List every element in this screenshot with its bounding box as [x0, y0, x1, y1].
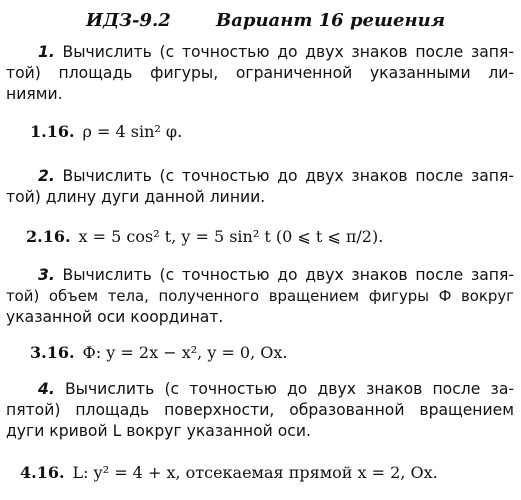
task-1-formula — [30, 122, 182, 141]
variant-title: Вариант 16 решения — [216, 10, 446, 31]
task-text-line: Вычислить (с точностью до двух знаков после запя- — [54, 266, 514, 284]
task-text-line: ниями. — [6, 85, 63, 103]
task-text-line: той) длину дуги данной линии. — [6, 188, 266, 206]
task-text-line: указанной оси координат. — [6, 308, 224, 326]
task-2-statement — [6, 166, 514, 208]
formula-text: ρ = 4 sin² φ. — [82, 122, 183, 141]
task-1-statement — [6, 42, 514, 105]
task-text-line: Вычислить (с точностью до двух знаков после запя- — [54, 43, 514, 61]
task-3-formula — [30, 343, 288, 362]
formula-text: x = 5 cos² t, y = 5 sin² t (0 ⩽ t ⩽ π/2). — [78, 227, 384, 246]
task-number: 4. — [38, 380, 55, 398]
task-text-line: той) объем тела, полученного вращением фигуры Ф вокруг — [6, 287, 514, 305]
task-text-line: пятой) площадь поверхности, образованной вращением — [6, 401, 514, 419]
task-number: 1. — [38, 43, 55, 61]
formula-text: L: y² = 4 + x, отсекаемая прямой x = 2, Ox. — [72, 463, 438, 482]
task-text-line: Вычислить (с точностью до двух знаков после за- — [54, 380, 514, 398]
task-text-line: дуги кривой L вокруг указанной оси. — [6, 422, 311, 440]
task-2-formula — [26, 227, 383, 246]
task-number: 2. — [38, 167, 55, 185]
document-header — [0, 10, 521, 34]
formula-id: 4.16. — [20, 463, 65, 482]
task-3-statement — [6, 265, 514, 328]
task-4-statement — [6, 379, 514, 442]
task-number: 3. — [38, 266, 55, 284]
assignment-code: ИДЗ-9.2 — [86, 10, 171, 31]
formula-text: Ф: y = 2x − x², y = 0, Ox. — [82, 343, 288, 362]
task-text-line: той) площадь фигуры, ограниченной указанными ли- — [6, 64, 514, 82]
task-4-formula — [20, 463, 438, 482]
formula-id: 2.16. — [26, 227, 71, 246]
formula-id: 3.16. — [30, 343, 75, 362]
formula-id: 1.16. — [30, 122, 75, 141]
task-text-line: Вычислить (с точностью до двух знаков после запя- — [54, 167, 514, 185]
